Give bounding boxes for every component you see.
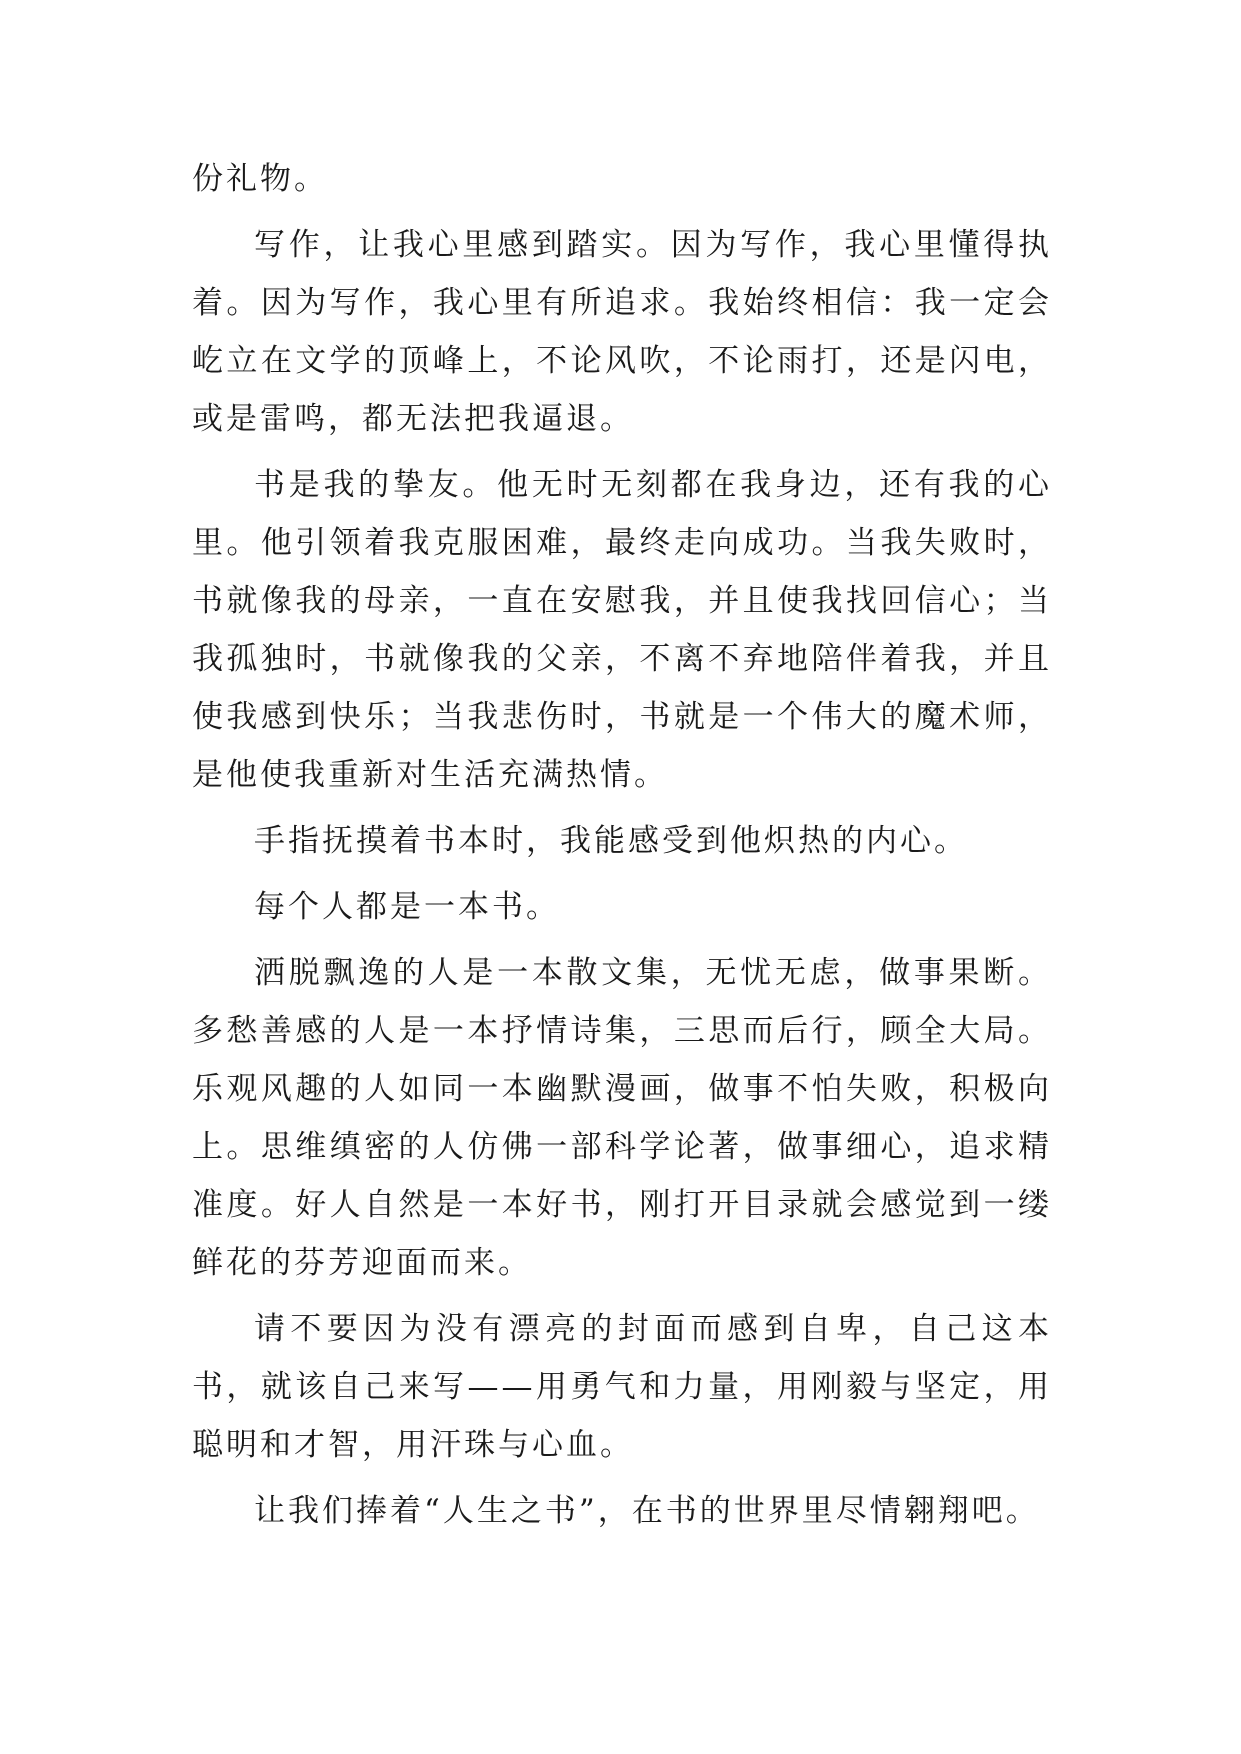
body-text <box>192 150 1052 1548</box>
paragraph-closing: 让我们捧着“人生之书”，在书的世界里尽情翱翔吧。 <box>254 1493 1040 1529</box>
paragraph-touch-book: 手指抚摸着书本时，我能感受到他炽热的内心。 <box>254 823 968 859</box>
paragraph-write-yourself: 请不要因为没有漂亮的封面而感到自卑，自己这本书，就该自己来写——用勇气和力量，用刚毅与坚定，用聪明和才智，用汗珠与心血。 <box>192 1311 1052 1463</box>
paragraph-book-friend: 书是我的挚友。他无时无刻都在我身边，还有我的心里。他引领着我克服困难，最终走向成功。当我失败时，书就像我的母亲，一直在安慰我，并且使我找回信心；当我孤独时，书就像我的父亲，不离不弃地陪伴着我，并且使我感到快乐；当我悲伤时，书就是一个伟大的魔术师，是他使我重新对生活充满热情。 <box>192 467 1052 793</box>
paragraph-writing: 写作，让我心里感到踏实。因为写作，我心里懂得执着。因为写作，我心里有所追求。我始终相信：我一定会屹立在文学的顶峰上，不论风吹，不论雨打，还是闪电，或是雷鸣，都无法把我逼退。 <box>192 227 1052 437</box>
paragraph-continuation: 份礼物。 <box>192 161 328 197</box>
paragraph-types-of-people: 洒脱飘逸的人是一本散文集，无忧无虑，做事果断。多愁善感的人是一本抒情诗集，三思而后行，顾全大局。乐观风趣的人如同一本幽默漫画，做事不怕失败，积极向上。思维缜密的人仿佛一部科学论著，做事细心，追求精准度。好人自然是一本好书，刚打开目录就会感觉到一缕鲜花的芬芳迎面而来。 <box>192 955 1052 1281</box>
paragraph-everyone-book: 每个人都是一本书。 <box>254 889 560 925</box>
